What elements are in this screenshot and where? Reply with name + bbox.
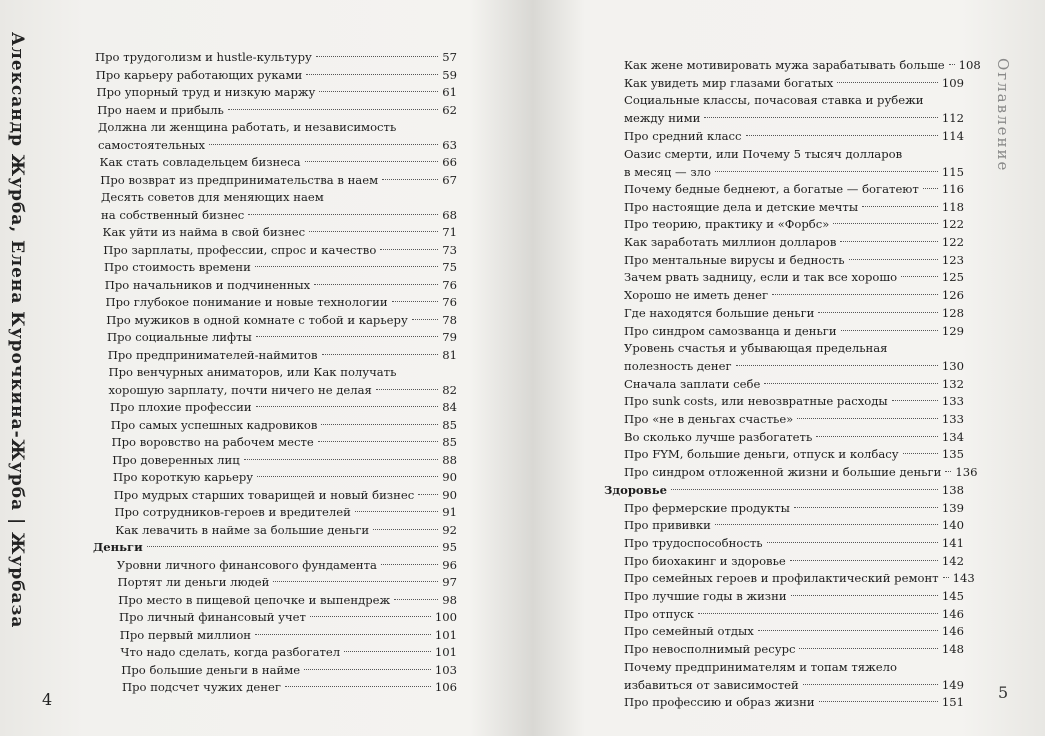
toc-entry-page: 145: [941, 589, 964, 603]
toc-entry-page: 61: [442, 85, 457, 99]
toc-entry-title: Про FYM, большие деньги, отпуск и колбасу: [624, 447, 899, 462]
toc-entry: [624, 322, 964, 340]
toc-entry-title: Про отпуск: [624, 606, 694, 621]
toc-entry-page: 118: [941, 199, 964, 214]
toc-entry-title: Про стоимость времени: [104, 260, 251, 274]
toc-entry-page: 122: [941, 235, 964, 249]
toc-entry-title: Про первый миллион: [119, 627, 252, 642]
toc-entry: [624, 339, 964, 375]
toc-entry-title: полезность денег: [624, 359, 732, 374]
toc-entry-title: Портят ли деньги людей: [117, 575, 270, 589]
dot-leader: [736, 365, 938, 366]
page-number-left: 4: [42, 690, 53, 709]
toc-entry: [624, 658, 964, 694]
toc-entry-page: 85: [442, 435, 457, 449]
toc-entry: [624, 56, 981, 74]
toc-entry-title: Почему бедные беднеют, а богатые — богатеют: [624, 181, 919, 196]
toc-entry-title: Про предпринимателей-наймитов: [107, 347, 318, 362]
toc-entry-page: 108: [958, 58, 981, 72]
toc-entry-title: Что надо сделать, когда разбогател: [120, 645, 341, 659]
dot-leader: [790, 560, 938, 561]
toc-entry-title: Как жене мотивировать мужа зарабатывать больше: [624, 58, 945, 72]
toc-entry-page: 57: [442, 50, 457, 64]
toc-entry: [624, 605, 964, 623]
toc-entry-title: Как стать совладельцем бизнеса: [99, 155, 301, 169]
toc-entry-title: Про самых успешных кадровиков: [110, 417, 318, 432]
toc-entry: [624, 268, 964, 286]
toc-entry-title: Про упорный труд и низкую маржу: [96, 85, 316, 99]
dot-leader: [833, 223, 937, 224]
toc-entry-page: 133: [941, 394, 964, 409]
toc-entry-page: 101: [434, 645, 457, 659]
toc-entry: [624, 91, 964, 127]
dot-leader: [797, 418, 938, 419]
toc-entry: [624, 587, 964, 605]
dot-leader: [862, 206, 938, 207]
toc-entry-title-first-line: Оазис смерти, или Почему 5 тысяч долларов: [624, 146, 903, 161]
toc-entry-title: Зачем рвать задницу, если и так все хорошо: [624, 270, 898, 285]
toc-entry: [624, 428, 964, 446]
dot-leader: [758, 630, 938, 631]
toc-entry-title: Про мужиков в одной комнате с тобой и карьеру: [106, 312, 408, 327]
toc-entry-page: 103: [434, 662, 457, 677]
toc-entry-page: 90: [442, 470, 457, 484]
toc-entry-page: 129: [941, 323, 964, 338]
toc-entry: [624, 251, 964, 269]
toc-entry-page: 100: [434, 610, 457, 624]
toc-entry-page: 59: [442, 67, 457, 82]
dot-leader: [818, 312, 937, 313]
toc-entry-title: Как уйти из найма в свой бизнес: [102, 225, 306, 239]
toc-entry-title: Про трудоспособность: [624, 535, 763, 550]
toc-entry-title: хорошую зарплату, почти ничего не делая: [108, 383, 372, 397]
running-head-left-text: Александр Журба, Елена Курочкина-Журба | Журбаза: [7, 32, 27, 629]
toc-entry-title: Деньги: [93, 540, 143, 554]
toc-entry-title: Про место в пищевой цепочке и выпендреж: [118, 592, 391, 607]
toc-entry-page: 136: [955, 465, 978, 480]
toc-entry-page: 134: [941, 429, 964, 444]
toc-entry-title: Про профессию и образ жизни: [624, 695, 815, 710]
toc-entry: [624, 127, 964, 145]
dot-leader: [923, 188, 938, 189]
toc-entry: [624, 74, 964, 92]
toc-entry: [624, 215, 964, 233]
dot-leader: [715, 524, 938, 525]
page-number-right: 5: [998, 683, 1009, 702]
toc-entry-title: Как увидеть мир глазами богатых: [624, 75, 834, 90]
toc-entry-title-first-line: Почему предпринимателям и топам тяжело: [624, 659, 897, 674]
toc-entry-page: 133: [941, 412, 964, 426]
toc-entry-title: Про наем и прибыль: [97, 102, 224, 117]
toc-entry-page: 106: [434, 680, 457, 694]
toc-entry-title: Про социальные лифты: [107, 330, 252, 344]
toc-entry-title: Здоровье: [604, 482, 667, 497]
toc-entry-title: Про фермерские продукты: [624, 500, 790, 515]
toc-entry-page: 109: [941, 75, 964, 90]
toc-entry-page: 88: [442, 452, 457, 467]
toc-entry-title: Про сотрудников-героев и вредителей: [114, 505, 351, 519]
toc-entry: [624, 286, 964, 304]
toc-entry-title: Про настоящие дела и детские мечты: [624, 199, 859, 214]
dot-leader: [671, 489, 938, 490]
toc-entry-title: Про воровство на рабочем месте: [111, 435, 314, 449]
toc-entry-title: Сначала заплати себе: [624, 376, 761, 391]
toc-entry-page: 115: [941, 164, 964, 179]
toc-entry-title: Про глубокое понимание и новые технологии: [105, 295, 388, 309]
toc-entry-page: 148: [941, 642, 964, 657]
toc-entry-title: Про sunk costs, или невозвратные расходы: [624, 394, 888, 409]
toc-entry-title-first-line: Уровень счастья и убывающая предельная: [624, 341, 888, 356]
toc-entry-page: 140: [941, 518, 964, 533]
dot-leader: [794, 507, 938, 508]
toc-entry: [624, 233, 964, 251]
toc-entry: [624, 499, 964, 517]
toc-entry-page: 135: [941, 447, 964, 462]
toc-entry-title: Про невосполнимый ресурс: [624, 642, 796, 657]
toc-entry-page: 84: [442, 400, 457, 414]
toc-entry-title-first-line: Социальные классы, почасовая ставка и рубежи: [624, 93, 924, 108]
toc-entry: [624, 569, 975, 587]
toc-entry-title: Во сколько лучше разбогатеть: [624, 429, 813, 444]
toc-entry-title: Про семейных героев и профилактический ремонт: [624, 571, 939, 586]
toc-entry-page: 97: [442, 575, 457, 589]
toc-entry-title: Про большие деньги в найме: [121, 662, 301, 677]
dot-leader: [841, 330, 938, 331]
dot-leader: [840, 241, 937, 242]
toc-entry-page: 143: [952, 571, 975, 586]
toc-entry-title: Про личный финансовый учет: [119, 610, 306, 624]
toc-entry-title: Про лучшие годы в жизни: [624, 589, 787, 603]
toc-entry: [624, 693, 964, 711]
toc-entry-title: Про синдром самозванца и деньги: [624, 323, 837, 338]
toc-entry-page: 67: [442, 172, 457, 187]
dot-leader: [892, 400, 938, 401]
dot-leader: [901, 276, 938, 277]
toc-entry-page: 128: [941, 305, 964, 320]
toc-entry-page: 73: [442, 242, 457, 257]
toc-entry-title: на собственный бизнес: [101, 208, 245, 222]
toc-entry-page: 91: [442, 505, 457, 519]
dot-leader: [764, 383, 938, 384]
toc-entry-page: 122: [941, 217, 964, 232]
toc-entry-page: 151: [941, 695, 964, 710]
toc-entry-title-first-line: Должна ли женщина работать, и независимость: [98, 120, 397, 134]
toc-entry-page: 146: [941, 624, 964, 639]
toc-entry-title: между ними: [624, 111, 701, 126]
toc-section: [604, 481, 964, 499]
dot-leader: [849, 259, 938, 260]
toc-entry-page: 68: [442, 208, 457, 222]
toc-entry-title: Про карьеру работающих руками: [95, 67, 303, 82]
toc-entry-title: Про средний класс: [624, 128, 742, 143]
dot-leader: [949, 64, 955, 65]
toc-entry-page: 92: [442, 522, 457, 537]
toc-entry-page: 116: [941, 181, 964, 196]
dot-leader: [767, 542, 938, 543]
toc-entry-page: 75: [442, 260, 457, 274]
toc-entry-title: Хорошо не иметь денег: [624, 288, 769, 303]
toc-entry-page: 141: [941, 535, 964, 550]
toc-entry-page: 95: [442, 540, 457, 554]
toc-entry-page: 114: [941, 128, 964, 143]
toc-entry-page: 146: [941, 606, 964, 621]
toc-entry-title-first-line: Десять советов для меняющих наем: [101, 190, 324, 204]
toc-entry-page: 98: [442, 592, 457, 607]
toc-entry-title: Про возврат из предпринимательства в наем: [100, 172, 379, 187]
toc-entry-page: 139: [941, 500, 964, 515]
toc-entry-title: Про трудоголизм и hustle-культуру: [95, 50, 312, 64]
dot-leader: [715, 171, 938, 172]
toc-entry-page: 76: [442, 295, 457, 309]
toc-entry-title: Уровни личного финансового фундамента: [116, 557, 377, 572]
toc-entry: [624, 375, 964, 393]
toc-entry-title: избавиться от зависимостей: [624, 677, 799, 692]
toc-entry-title: Про короткую карьеру: [113, 470, 254, 484]
toc-entry: [624, 392, 964, 410]
toc-entry: [624, 410, 964, 428]
toc-entry: [624, 145, 964, 181]
toc-entry-page: 79: [442, 330, 457, 344]
toc-entry-page: 149: [941, 677, 964, 692]
dot-leader: [704, 117, 937, 118]
toc-entry-page: 63: [442, 138, 457, 152]
toc-entry-page: 76: [442, 277, 457, 292]
toc-entry: [624, 198, 964, 216]
toc-entry-title: Про начальников и подчиненных: [104, 277, 311, 292]
toc-entry-page: 82: [442, 383, 457, 397]
dot-leader: [945, 471, 951, 472]
dot-leader: [816, 436, 938, 437]
toc-entry-page: 125: [941, 270, 964, 285]
toc-entry-title: Про подсчет чужих денег: [122, 680, 281, 694]
toc-entry-page: 62: [442, 102, 457, 117]
toc-entry-page: 142: [941, 553, 964, 568]
toc-entry-title: Про биохакинг и здоровье: [624, 553, 786, 568]
toc-entry-title-first-line: Про венчурных аниматоров, или Как получать: [108, 365, 397, 379]
toc-entry-page: 126: [941, 288, 964, 303]
dot-leader: [746, 135, 938, 136]
toc-entry-title: Про прививки: [624, 518, 711, 533]
toc-entry-page: 78: [442, 312, 457, 327]
toc-entry-page: 96: [442, 557, 457, 572]
dot-leader: [837, 82, 938, 83]
toc-entry-title: самостоятельных: [98, 138, 206, 152]
dot-leader: [819, 701, 938, 702]
toc-entry-page: 85: [442, 417, 457, 432]
toc-entry-page: 130: [941, 359, 964, 374]
toc-entry-page: 112: [941, 111, 964, 126]
toc-entry: [624, 640, 964, 658]
dot-leader: [791, 595, 938, 596]
toc-entry-title: Где находятся большие деньги: [624, 305, 815, 320]
toc-entry-page: 66: [442, 155, 457, 169]
dot-leader: [799, 648, 937, 649]
dot-leader: [903, 453, 938, 454]
dot-leader: [772, 294, 938, 295]
dot-leader: [803, 684, 938, 685]
toc-entry: [624, 304, 964, 322]
running-head-right-text: Оглавление: [994, 58, 1012, 173]
toc-entry-title: Про ментальные вирусы и бедность: [624, 252, 845, 267]
toc-entry: [624, 445, 964, 463]
toc-entry-title: Как левачить в найме за большие деньги: [115, 522, 370, 537]
toc-entry-title: Про синдром отложенной жизни и большие деньги: [624, 465, 942, 480]
toc-entry: [624, 552, 964, 570]
toc-entry-title: Про «не в деньгах счастье»: [624, 412, 794, 426]
toc-entry-title: Про доверенных лиц: [112, 452, 240, 467]
toc-entry-title: Про семейный отдых: [624, 624, 754, 639]
toc-entry-page: 101: [434, 627, 457, 642]
toc-entry: [624, 534, 964, 552]
toc-entry-page: 90: [442, 487, 457, 502]
toc-entry-title: Про теорию, практику и «Форбс»: [624, 217, 830, 232]
toc-entry-title: Как заработать миллион долларов: [624, 235, 837, 249]
toc-entry-title: Про плохие профессии: [110, 400, 252, 414]
dot-leader: [943, 577, 949, 578]
toc-entry: [624, 622, 964, 640]
toc-entry-page: 123: [941, 252, 964, 267]
toc-entry-page: 81: [442, 347, 457, 362]
dot-leader: [698, 613, 938, 614]
toc-entry: [624, 463, 978, 481]
toc-entry-title: Про мудрых старших товарищей и новый бизнес: [113, 487, 415, 502]
toc-entry-page: 138: [941, 482, 964, 497]
toc-entry-page: 132: [941, 376, 964, 391]
toc-entry-title: в месяц — зло: [624, 164, 711, 179]
toc-entry-page: 71: [442, 225, 457, 239]
toc-entry-title: Про зарплаты, профессии, спрос и качество: [103, 242, 377, 257]
toc-entry: [624, 516, 964, 534]
toc-entry: [624, 180, 964, 198]
